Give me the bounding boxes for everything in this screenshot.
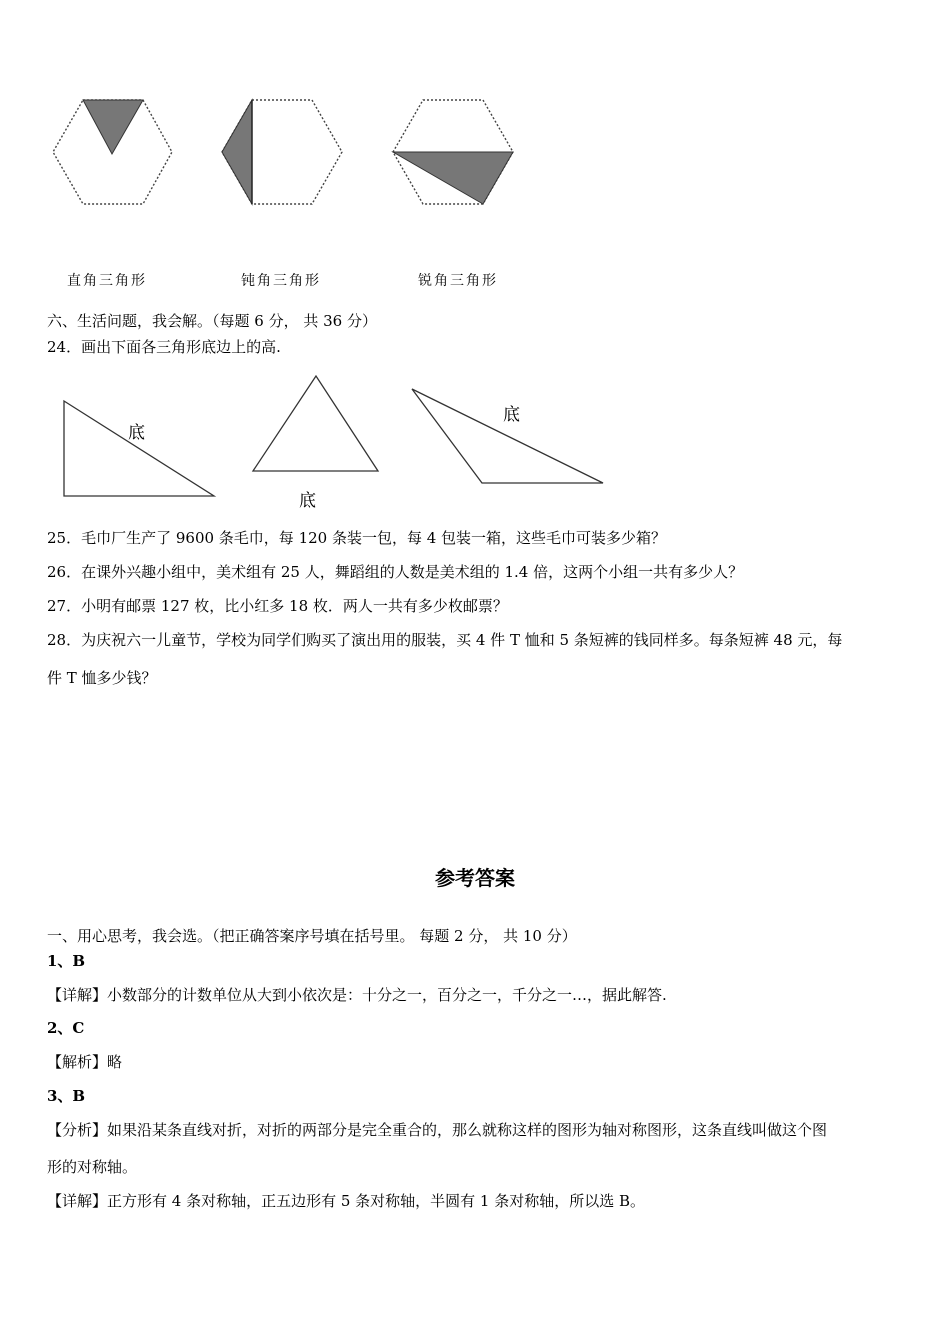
hexagon-obtuse-triangle [222,100,342,204]
question-27: 27．小明有邮票 127 枚，比小红多 18 枚．两人一共有多少枚邮票？ [47,597,508,615]
hexagon-figures [0,90,540,215]
answers-section-1: 一、用心思考，我会选。（把正确答案序号填在括号里。 每题 2 分， 共 10 分） [47,927,577,945]
label-right-triangle: 直角三角形 [67,273,147,289]
label-acute-triangle: 锐角三角形 [418,273,498,289]
hexagon-right-triangle [53,100,172,204]
base-label-1: 底 [128,423,145,443]
hexagon-acute-triangle [393,100,513,204]
shaded-acute-triangle [393,152,513,204]
question-25: 25．毛巾厂生产了 9600 条毛巾，每 120 条装一包，每 4 包装一箱，这些毛巾可装多少箱？ [47,529,667,547]
answer-1: 1、B [47,952,86,970]
answer-3-detail: 【详解】正方形有 4 条对称轴，正五边形有 5 条对称轴，半圆有 1 条对称轴，所以选 B。 [47,1192,646,1210]
answer-2: 2、C [47,1019,85,1037]
label-obtuse-triangle: 钝角三角形 [241,273,321,289]
answer-3-analysis-line-2: 形的对称轴。 [47,1158,138,1176]
answer-3-analysis-line-1: 【分析】如果沿某条直线对折，对折的两部分是完全重合的，那么就称这样的图形为轴对称图形，这条直线叫做这个图 [47,1121,828,1139]
section-6-heading: 六、生活问题，我会解。（每题 6 分， 共 36 分） [47,312,377,330]
shaded-obtuse-triangle [222,100,252,204]
answer-title: 参考答案 [435,866,515,890]
question-28-line-2: 件 T 恤多少钱？ [47,669,157,687]
base-label-2: 底 [299,491,316,511]
triangle-right [64,401,214,496]
question-26: 26．在课外兴趣小组中，美术组有 25 人，舞蹈组的人数是美术组的 1.4 倍，这两个小组一共有多少人？ [47,563,744,581]
shaded-right-triangle [83,100,143,154]
question-28-line-1: 28．为庆祝六一儿童节，学校为同学们购买了演出用的服装，买 4 件 T 恤和 5 条短裤的钱同样多。每条短裤 48 元，每 [47,631,843,649]
question-24: 24．画出下面各三角形底边上的高. [47,338,281,356]
answer-3: 3、B [47,1087,86,1105]
base-label-3: 底 [503,405,520,425]
answer-1-detail: 【详解】小数部分的计数单位从大到小依次是：十分之一，百分之一，千分之一…，据此解答. [47,986,667,1004]
answer-2-detail: 【解析】略 [47,1053,123,1071]
triangle-equilateral [253,376,378,471]
